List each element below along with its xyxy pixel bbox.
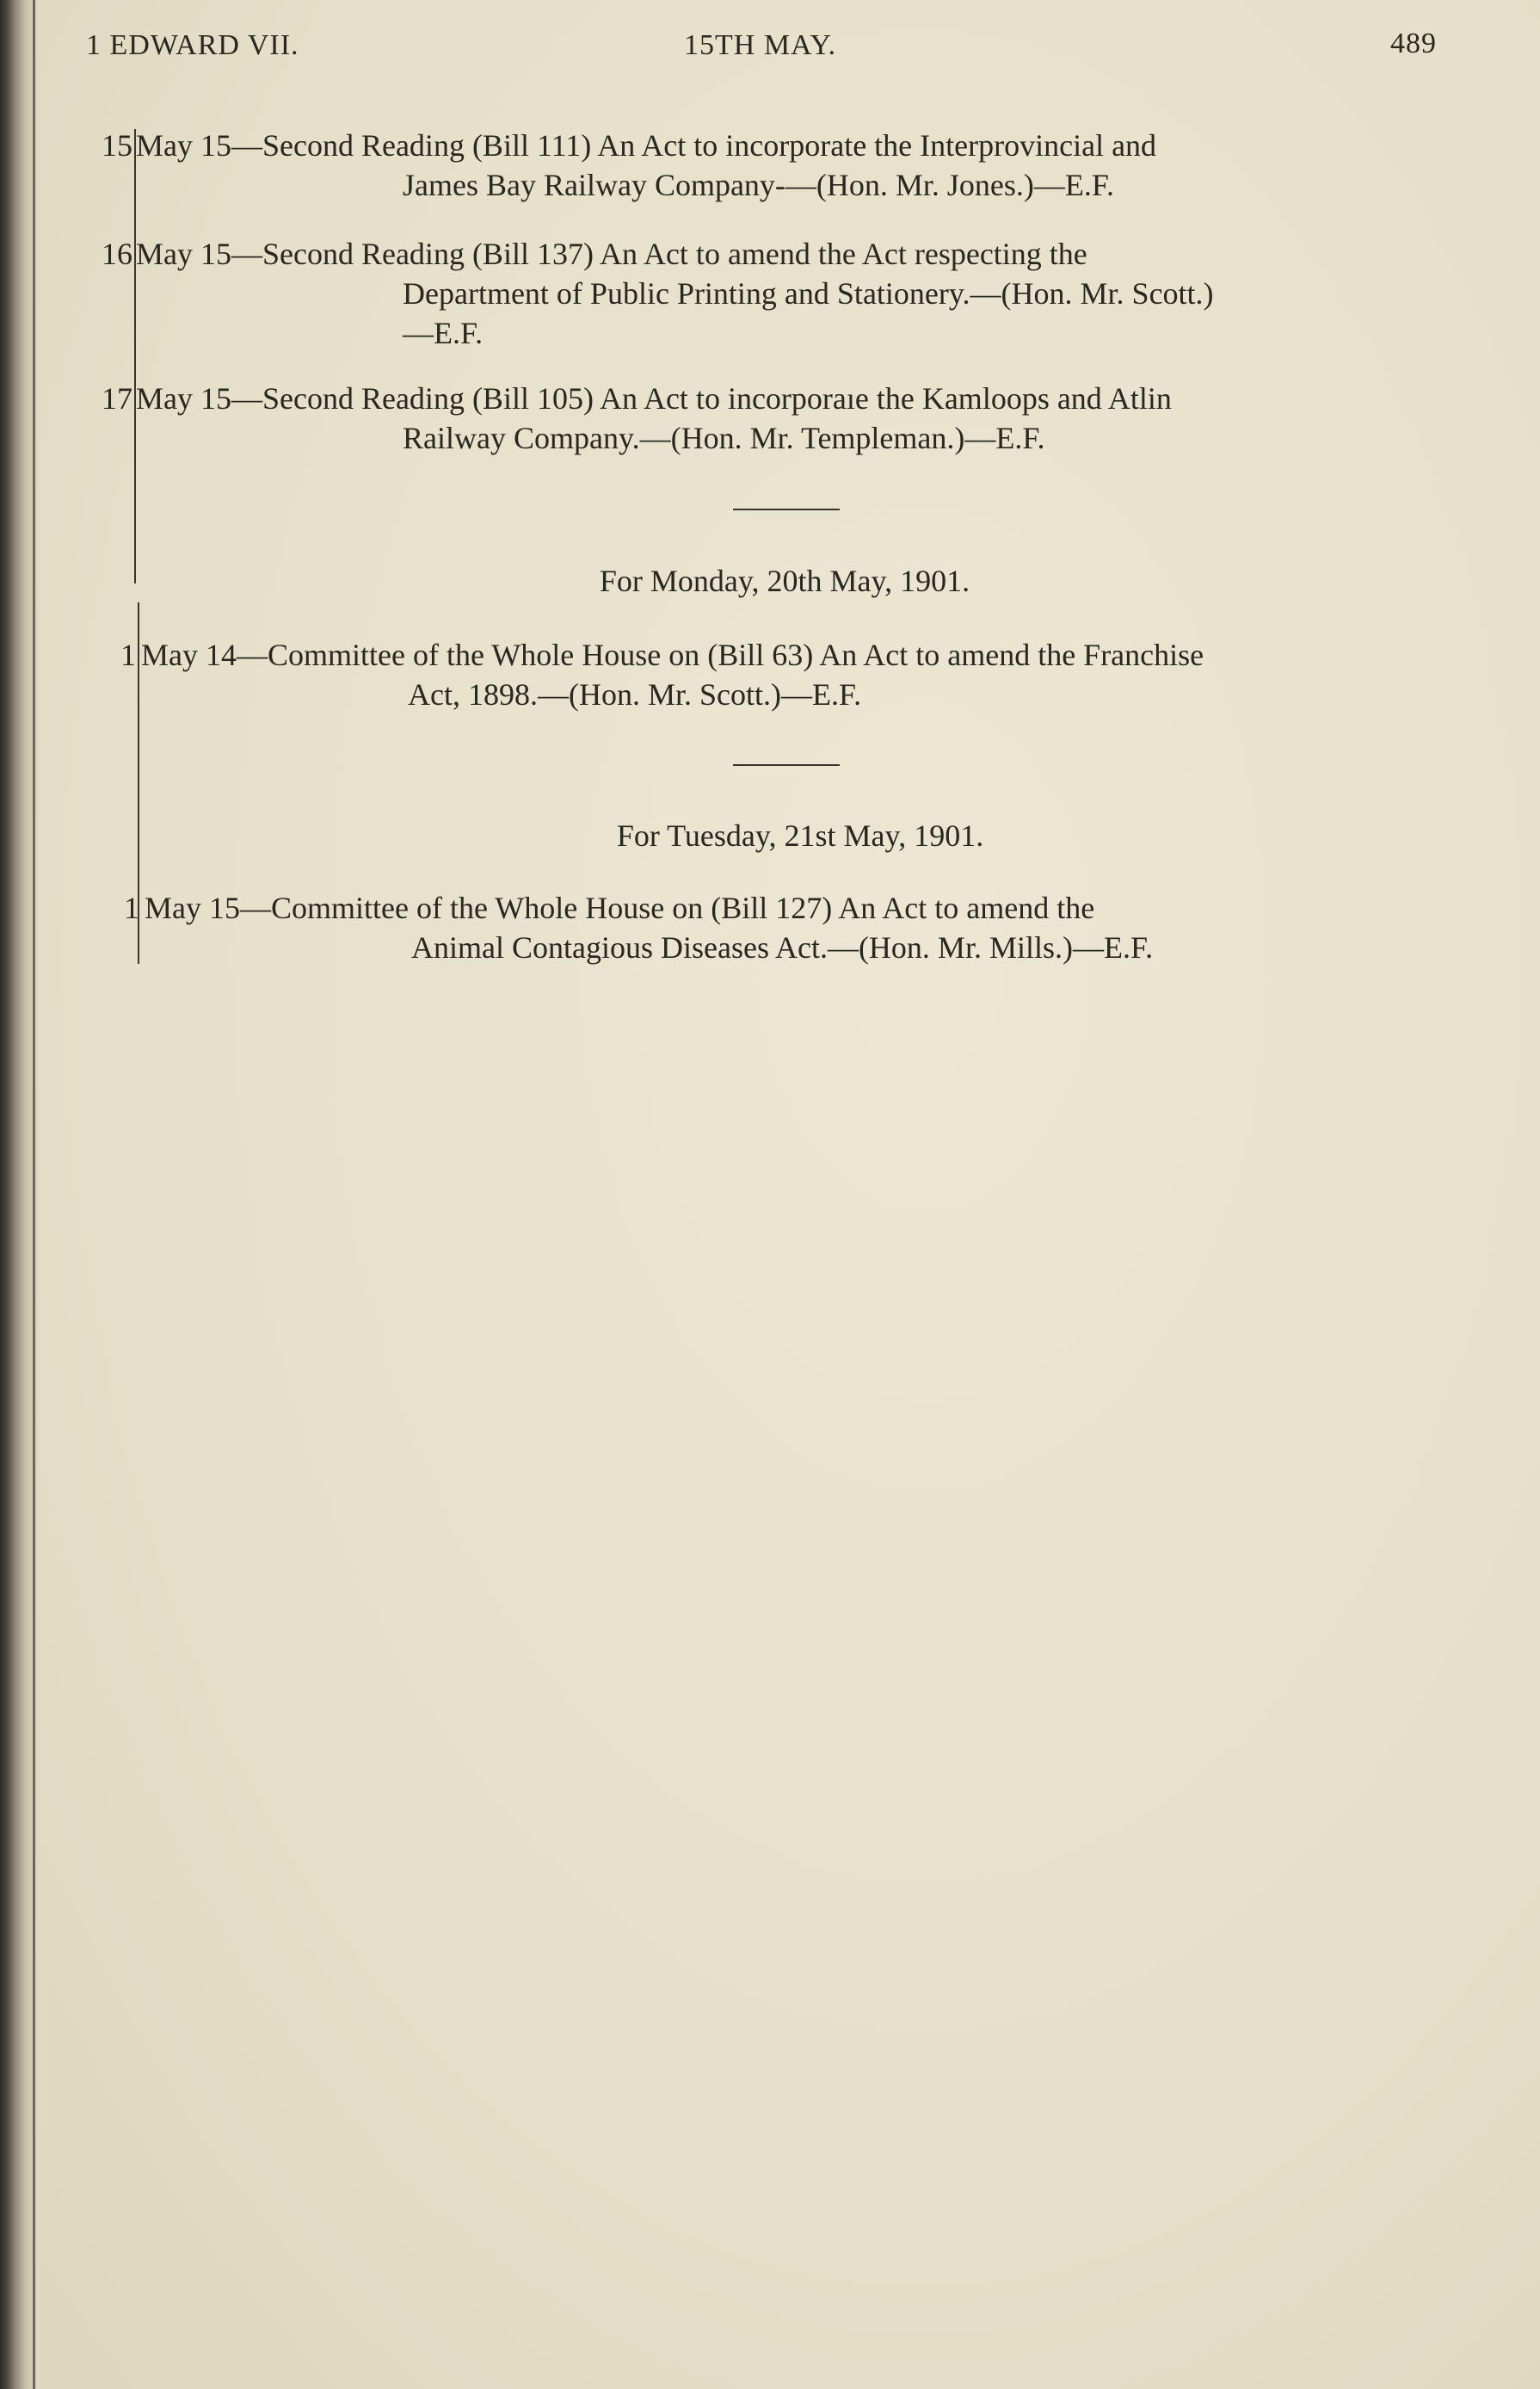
entry-number: 1 (120, 638, 136, 672)
section-heading-monday: For Monday, 20th May, 1901. (599, 564, 970, 598)
section-divider (733, 764, 840, 766)
entry-text (136, 379, 1512, 458)
section-heading-tuesday: For Tuesday, 21st May, 1901. (616, 818, 984, 853)
entry-text (141, 635, 1526, 714)
entry-continuation: Animal Contagious Diseases Act.—(Hon. Mr. Mills.)—E.F. (411, 930, 1154, 965)
page-number: 489 (1390, 28, 1437, 59)
entry-continuation: James Bay Railway Company-—(Hon. Mr. Jones.)—E.F. (403, 168, 1115, 202)
running-header (86, 29, 1437, 72)
entry-number: 15 (102, 128, 132, 163)
entry-first-line: May 15—Committee of the Whole House on (Bill 127) An Act to amend the (145, 891, 1095, 925)
entry-number: 17 (102, 381, 132, 416)
entry-first-line: May 15—Second Reading (Bill 137) An Act to amend the Act respecting the (136, 237, 1087, 271)
entry-text (136, 234, 1512, 353)
entry-first-line: May 15—Second Reading (Bill 111) An Act to incorporate the Interprovincial and (136, 128, 1157, 163)
entry-number: 16 (102, 237, 132, 271)
entry-continuation: Railway Company.—(Hon. Mr. Templeman.)—E.F. (403, 421, 1045, 455)
entry-continuation: —E.F. (403, 316, 484, 350)
entry-continuation: Department of Public Printing and Stationery.—(Hon. Mr. Scott.) (403, 276, 1214, 311)
header-volume: 1 EDWARD VII. (86, 29, 299, 61)
entry-text (136, 126, 1512, 205)
entry-number: 1 (124, 891, 139, 925)
entry-text (145, 888, 1530, 967)
header-date: 15TH MAY. (684, 29, 837, 61)
entry-first-line: May 15—Second Reading (Bill 105) An Act to incorporaıe the Kamloops and Atlin (136, 381, 1172, 416)
binding-rule (33, 0, 35, 2389)
section-divider (733, 509, 840, 510)
entry-continuation: Act, 1898.—(Hon. Mr. Scott.)—E.F. (408, 677, 862, 712)
entry-first-line: May 14—Committee of the Whole House on (Bill 63) An Act to amend the Franchise (141, 638, 1204, 672)
